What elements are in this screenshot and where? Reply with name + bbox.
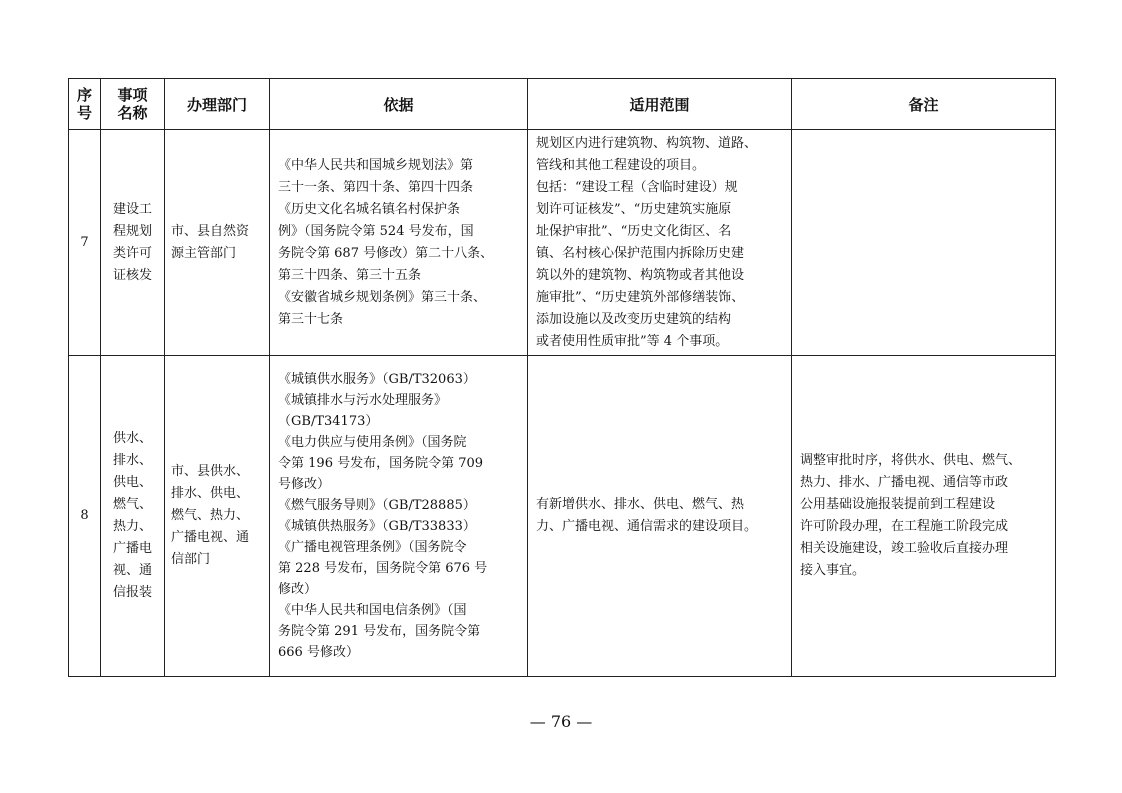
remark-cell: 调整审批时序，将供水、供电、燃气、 热力、排水、广播电视、通信等市政 公用基础设施报装提前到工程建设 许可阶段办理，在工程施工阶段完成 相关设施建设，竣工验收后直接办理 接入事宜。 bbox=[792, 356, 1056, 677]
item-name-cell: 供水、 排水、 供电、 燃气、 热力、 广播电 视、通 信报装 bbox=[101, 356, 165, 677]
row-number-cell: 8 bbox=[69, 356, 101, 677]
header-remark: 备注 bbox=[792, 79, 1056, 130]
table-row bbox=[69, 130, 1056, 356]
department-cell: 市、县自然资 源主管部门 bbox=[165, 130, 270, 356]
department-cell: 市、县供水、 排水、供电、 燃气、热力、 广播电视、通 信部门 bbox=[165, 356, 270, 677]
basis-cell: 《中华人民共和国城乡规划法》第 三十一条、第四十条、第四十四条 《历史文化名城名镇名村保护条 例》（国务院令第 524 号发布，国 务院令第 687 号修改）第二十八条、 第三十四条、第三十五条 《安徽省城乡规划条例》第三十条、 第三十七条 bbox=[270, 130, 528, 356]
page-number: — 76 — bbox=[529, 712, 593, 731]
header-department: 办理部门 bbox=[165, 79, 270, 130]
table-row bbox=[69, 356, 1056, 677]
remark-cell bbox=[792, 130, 1056, 356]
header-no: 序 号 bbox=[69, 79, 101, 130]
approval-items-table bbox=[68, 78, 1056, 677]
table-header-row bbox=[69, 79, 1056, 130]
basis-cell: 《城镇供水服务》（GB/T32063） 《城镇排水与污水处理服务》 （GB/T34173） 《电力供应与使用条例》（国务院 令第 196 号发布，国务院令第 709 号修改） 《燃气服务导则》（GB/T28885） 《城镇供热服务》（GB/T33833） 《广播电视管理条例》（国务院令 第 228 号发布，国务院令第 676 号 修改） 《中华人民共和国电信条例》（国 务院令第 291 号发布，国务院令第 666 号修改） bbox=[270, 356, 528, 677]
header-basis: 依据 bbox=[270, 79, 528, 130]
scope-cell: 规划区内进行建筑物、构筑物、道路、 管线和其他工程建设的项目。 包括：“建设工程（含临时建设）规 划许可证核发”、“历史建筑实施原 址保护审批”、“历史文化街区、名 镇、名村核心保护范围内拆除历史建 筑以外的建筑物、构筑物或者其他设 施审批”、“历史建筑外部修缮装饰、 添加设施以及改变历史建筑的结构 或者使用性质审批”等 4 个事项。 bbox=[528, 130, 792, 356]
row-number-cell: 7 bbox=[69, 130, 101, 356]
item-name-cell: 建设工 程规划 类许可 证核发 bbox=[101, 130, 165, 356]
header-item-name: 事项 名称 bbox=[101, 79, 165, 130]
header-scope: 适用范围 bbox=[528, 79, 792, 130]
scope-cell: 有新增供水、排水、供电、燃气、热 力、广播电视、通信需求的建设项目。 bbox=[528, 356, 792, 677]
